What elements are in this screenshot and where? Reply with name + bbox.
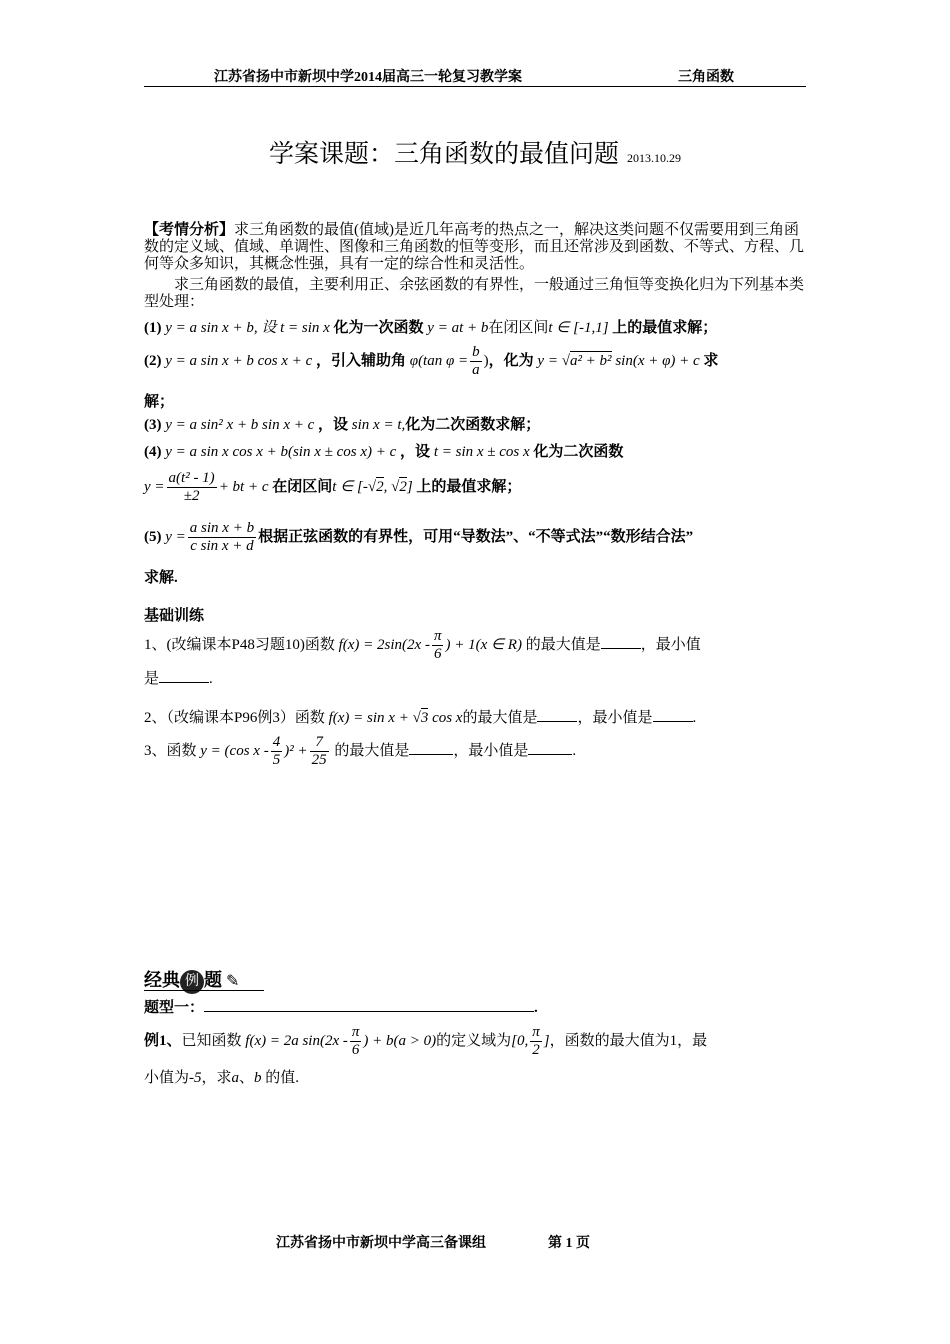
type-3-expr2: sin x = t, bbox=[351, 417, 406, 433]
type-3-text: ，设 bbox=[318, 417, 349, 433]
type-2: (2) y = a sin x + b cos x + c ，引入辅助角 φ(tan φ = $\frac{b}{a}$ )，化为 y = √a² + b² sin(x + φ) + c 求 bbox=[144, 344, 719, 378]
type-4-expr: y = a sin x cos x + b(sin x ± cos x) + c bbox=[165, 444, 397, 460]
analysis-text: 求三角函数的最值(值域)是近几年高考的热点之一，解决这类问题不仅需要用到三角函数的定义域、值域、单调性、图像和三角函数的恒等变形，而且还常涉及到函数、不等式、方程、几何等众多知识，其概念性强，具有一定的综合性和灵活性。 bbox=[144, 222, 805, 272]
footer-school: 江苏省扬中市新坝中学高三备课组 bbox=[276, 1236, 486, 1251]
type-2-frac: $\frac{b}{a}$ bbox=[472, 344, 480, 378]
type-3 bbox=[144, 413, 808, 434]
type-5-label: (5) bbox=[144, 528, 162, 545]
ex1-line2-end: 的值. bbox=[265, 1070, 300, 1086]
type-4 bbox=[144, 440, 808, 461]
q1-pre: 1、(改编课本P48习题10)函数 bbox=[144, 636, 335, 653]
header-rule bbox=[144, 86, 806, 87]
ex1-label: 例1、 bbox=[144, 1032, 182, 1049]
type-4-text3: 在闭区间 bbox=[272, 478, 333, 495]
type-heading: 题型一： . bbox=[144, 1000, 538, 1016]
q2-min: ，最小值是 bbox=[577, 710, 653, 726]
badge-right: 题 bbox=[204, 970, 222, 991]
type-4-text: ，设 bbox=[400, 444, 431, 460]
ex1-post: ，函数的最大值为1，最 bbox=[549, 1032, 708, 1049]
type-label: 题型一： bbox=[144, 1000, 205, 1016]
type-2-text3: 求 bbox=[703, 352, 719, 369]
type-5-text: 根据正弦函数的有界性，可用“导数法”、“不等式法”“数形结合法” bbox=[258, 528, 694, 545]
question-3: 3、函数 y = (cos x - $\frac{4}{5}$ )² + $\frac{7}{25}$ 的最大值是 ，最小值是 . bbox=[144, 734, 577, 768]
type-2-label: (2) bbox=[144, 352, 162, 369]
type-1-expr2: y = at + b bbox=[427, 320, 489, 336]
badge-underline bbox=[144, 990, 264, 991]
q1-min: ，最小值 bbox=[640, 636, 701, 653]
q3-min: ，最小值是 bbox=[453, 742, 529, 759]
q3-max-blank[interactable] bbox=[409, 754, 453, 755]
q1-post: 的最大值是 bbox=[525, 636, 601, 653]
type-1-expr: y = a sin x + b, 设 t = sin x bbox=[165, 320, 330, 336]
badge-left: 经典 bbox=[144, 970, 180, 991]
ex1-mid: 的定义域为 bbox=[436, 1032, 512, 1049]
example-1-line2: 小值为-5，求a、b 的值. bbox=[144, 1070, 300, 1086]
title-main: 学案课题：三角函数的最值问题 bbox=[269, 139, 620, 168]
type-4-text2: 化为二次函数 bbox=[533, 444, 624, 460]
analysis-paragraph-2: 求三角函数的最值，主要利用正、余弦函数的有界性，一般通过三角恒等变换化归为下列基本类型处理： bbox=[144, 277, 805, 310]
ex1-pre: 已知函数 bbox=[181, 1032, 242, 1049]
question-1-tail: 是 . bbox=[144, 671, 213, 687]
q2-post: 的最大值是 bbox=[462, 710, 538, 726]
q2-max-blank[interactable] bbox=[537, 721, 577, 722]
type-4-formula: y = $\frac{\text{a(t² - 1)}}{\pm 2}$ + bt + c 在闭区间t ∈ [-√2, √2] 上的最值求解； bbox=[144, 470, 522, 504]
ex1-line2-pre: 小值为 bbox=[144, 1070, 190, 1086]
example-1: 例1、已知函数 f(x) = 2a sin(2x - $\frac{\pi}{6}$ ) + b(a > 0)的定义域为[0, $\frac{\pi}{2}$ ]，函数的最大值为1，最 bbox=[144, 1024, 708, 1058]
type-1-label: (1) bbox=[144, 320, 162, 336]
type-1-expr3: t ∈ [-1,1] bbox=[548, 320, 609, 336]
page-title bbox=[0, 134, 950, 170]
type-3-text2: 化为二次函数求解； bbox=[405, 417, 541, 433]
header-chapter: 三角函数 bbox=[678, 70, 734, 85]
basic-heading: 基础训练 bbox=[144, 608, 205, 624]
q2-min-blank[interactable] bbox=[653, 721, 693, 722]
question-1: 1、(改编课本P48习题10)函数 f(x) = 2sin(2x - $\frac{\pi}{6}$ ) + 1(x ∈ R) 的最大值是 ，最小值 bbox=[144, 628, 701, 662]
q2-pre: 2、（改编课本P96例3）函数 bbox=[144, 710, 325, 726]
type-1-text2: 在闭区间 bbox=[488, 320, 549, 336]
header-title: 江苏省扬中市新坝中学2014届高三一轮复习教学案 bbox=[214, 70, 522, 85]
q1-min-blank[interactable] bbox=[159, 682, 209, 683]
type-5: (5) y = $\frac{\text{a sin x + b}}{\text{c sin x + d}}$ 根据正弦函数的有界性，可用“导数法”、“不等式法”“数形结合法” bbox=[144, 520, 694, 554]
q3-pre: 3、函数 bbox=[144, 742, 197, 759]
type-3-expr: y = a sin² x + b sin x + c bbox=[165, 417, 315, 433]
question-2: 2、（改编课本P96例3）函数 f(x) = sin x + √3 cos x的最大值是 ，最小值是 . bbox=[144, 710, 697, 726]
type-1-text: 化为一次函数 bbox=[333, 320, 424, 336]
type-3-label: (3) bbox=[144, 417, 162, 433]
type-blank[interactable] bbox=[204, 1011, 534, 1012]
type-2-text2: ，化为 bbox=[488, 352, 534, 369]
type-2-expr: y = a sin x + b cos x + c bbox=[165, 352, 313, 369]
type-2-expr2: φ(tan φ = bbox=[409, 352, 469, 369]
q1-tail: 是 bbox=[144, 671, 160, 687]
footer-page: 第 1 页 bbox=[548, 1236, 590, 1251]
ex1-line2-mid: ，求 bbox=[201, 1070, 232, 1086]
type-4-expr2: t = sin x ± cos x bbox=[433, 444, 530, 460]
type-1-text3: 上的最值求解； bbox=[612, 320, 718, 336]
q3-min-blank[interactable] bbox=[528, 754, 572, 755]
pen-icon: ✎ bbox=[226, 973, 240, 990]
title-date: 2013.10.29 bbox=[626, 151, 681, 165]
analysis-paragraph bbox=[144, 222, 808, 273]
type-4-text4: 上的最值求解； bbox=[416, 478, 522, 495]
type-2-text: ，引入辅助角 bbox=[316, 352, 407, 369]
q1-max-blank[interactable] bbox=[601, 648, 641, 649]
badge-circle: 例 bbox=[180, 970, 204, 994]
type-2-tail: 解； bbox=[144, 394, 175, 410]
ex1-val: -5 bbox=[189, 1070, 202, 1086]
analysis-label: 【考情分析】 bbox=[144, 222, 235, 238]
q3-post: 的最大值是 bbox=[334, 742, 410, 759]
type-1 bbox=[144, 316, 808, 337]
type-5-tail: 求解. bbox=[144, 570, 178, 586]
type-4-label: (4) bbox=[144, 444, 162, 460]
